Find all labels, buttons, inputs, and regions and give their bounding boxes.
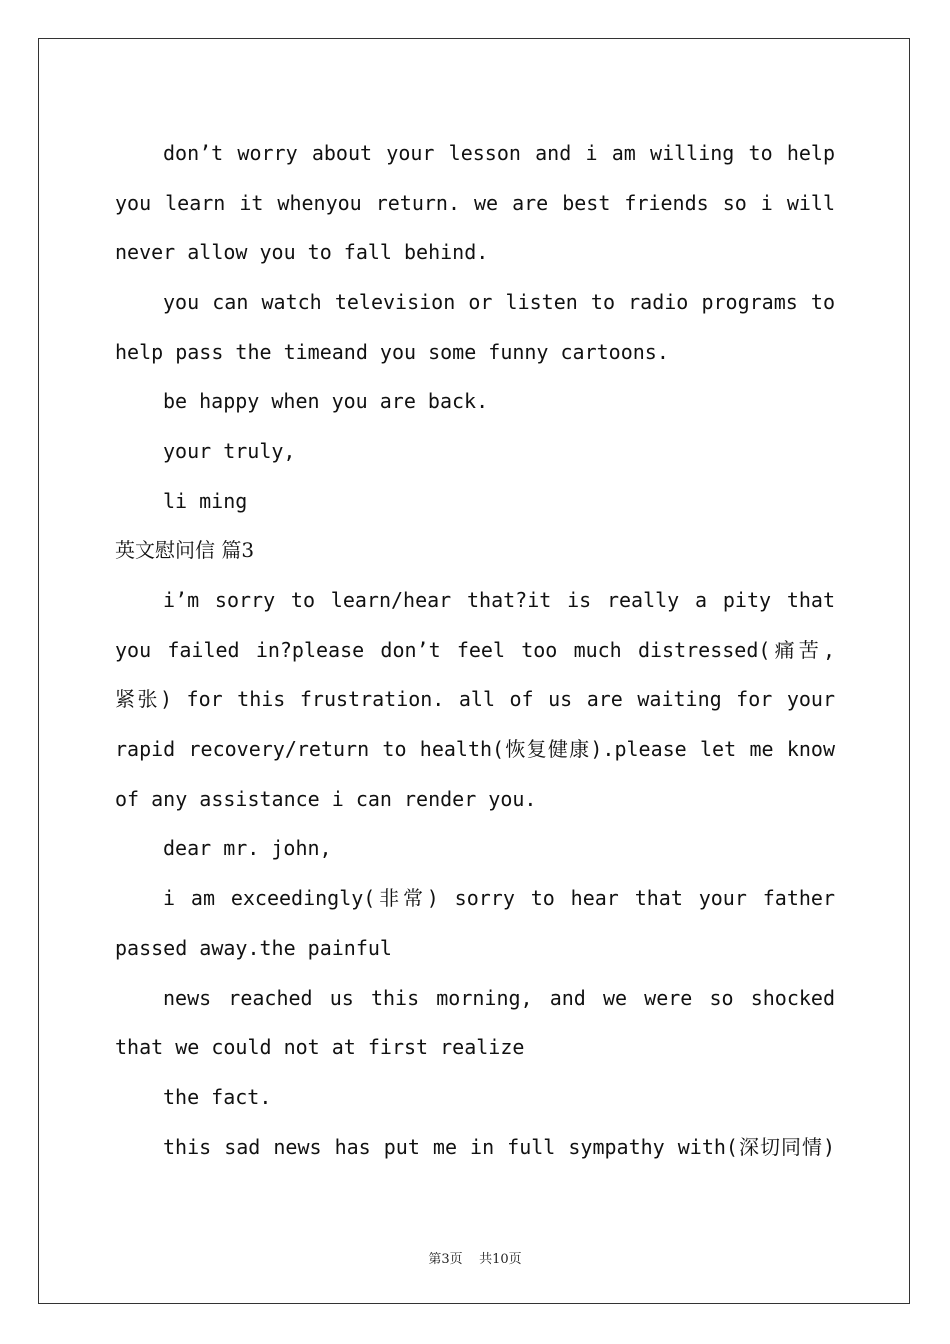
page-total: 共10页 (479, 1252, 522, 1267)
text-line-17: passed away.the painful (115, 936, 392, 960)
text-line-21: this sad news has put me in full sympathy with(深切同情) (163, 1135, 835, 1159)
text-line-20: the fact. (163, 1085, 272, 1109)
text-line-11: you failed in?please don’t feel too much distressed(痛苦, (115, 638, 835, 662)
page-footer (0, 1248, 950, 1267)
text-line-1: don’t worry about your lesson and i am willing to help (163, 141, 835, 165)
text-line-8: li ming (163, 489, 248, 513)
text-line-5: help pass the timeand you some funny cartoons. (115, 340, 669, 364)
text-line-3: never allow you to fall behind. (115, 240, 489, 264)
text-line-18: news reached us this morning, and we were so shocked (163, 986, 835, 1010)
section-heading: 英文慰问信 篇3 (115, 538, 255, 562)
text-line-19: that we could not at first realize (115, 1035, 525, 1059)
text-line-6: be happy when you are back. (163, 389, 489, 413)
page-number: 第3页 (428, 1252, 463, 1267)
text-line-14: of any assistance i can render you. (115, 787, 537, 811)
text-line-12: 紧张) for this frustration. all of us are waiting for your (115, 687, 835, 711)
text-line-10: i’m sorry to learn/hear that?it is really a pity that (163, 588, 835, 612)
text-line-16: i am exceedingly(非常) sorry to hear that your father (163, 886, 835, 910)
text-line-15: dear mr. john, (163, 836, 332, 860)
text-line-13: rapid recovery/return to health(恢复健康).please let me know (115, 737, 835, 761)
text-line-2: you learn it whenyou return. we are best friends so i will (115, 191, 835, 215)
page-border (38, 38, 910, 1304)
text-line-7: your truly, (163, 439, 296, 463)
text-line-4: you can watch television or listen to radio programs to (163, 290, 835, 314)
